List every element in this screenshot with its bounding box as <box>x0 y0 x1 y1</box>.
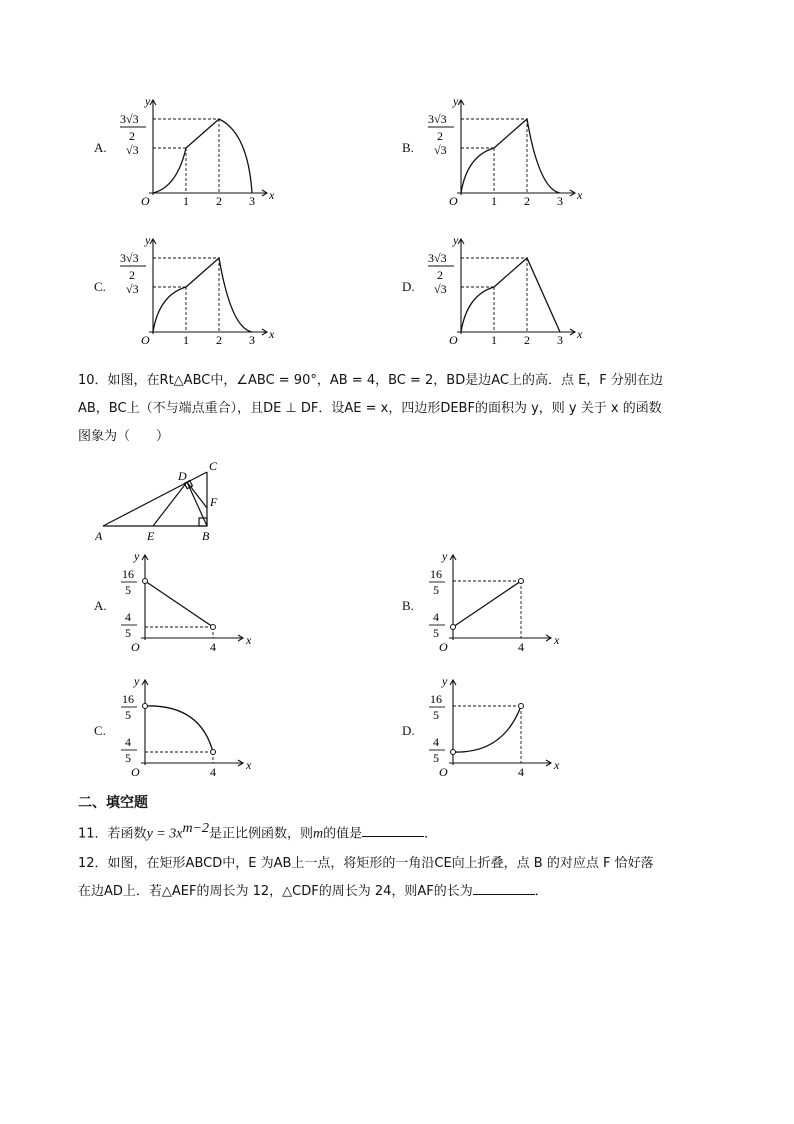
x-tick-2: 2 <box>216 333 222 347</box>
x-tick-4: 4 <box>518 640 524 654</box>
q9-guide-lines <box>153 119 219 193</box>
q9-curve-concave-up-arc <box>461 119 560 193</box>
q10-graph-axes <box>449 555 551 641</box>
q10-option-label[interactable]: D. <box>402 723 415 738</box>
y-tick-top-numerator: 16 <box>122 567 134 581</box>
label-f: F <box>210 495 218 509</box>
x-axis-label: x <box>554 758 560 772</box>
q11-exponent: m−2 <box>182 821 209 836</box>
x-tick-1: 1 <box>183 194 189 208</box>
q11-answer-blank[interactable] <box>362 822 424 837</box>
open-endpoint-start <box>451 625 456 630</box>
y-axis-label: y <box>453 234 459 247</box>
y-tick-top-numerator: 3√3 <box>120 112 139 126</box>
y-axis-label: y <box>134 675 140 688</box>
y-tick-top-numerator: 3√3 <box>428 112 447 126</box>
q10-curve-increasing-line <box>453 581 521 627</box>
q9-guide-lines <box>153 258 219 332</box>
q10-text <box>78 367 728 451</box>
x-tick-2: 2 <box>524 333 530 347</box>
q11-prefix: 若函数 <box>107 826 147 842</box>
q10-line2: AB，BC上（不与端点重合），且DE ⊥ DF．设AE = x，四边形DEBF的面积为 y，则 y 关于 x 的函数 <box>78 401 662 416</box>
open-endpoint-start <box>451 750 456 755</box>
q9-graph-3 <box>426 234 626 354</box>
q10-graph-2 <box>118 675 318 785</box>
x-axis-label: x <box>577 327 583 341</box>
y-tick-mid: √3 <box>126 282 139 296</box>
y-tick-top-denominator: 2 <box>129 268 135 282</box>
open-endpoint-end <box>519 704 524 709</box>
q12-end: ． <box>534 884 548 899</box>
q10-graph-3 <box>426 675 626 785</box>
origin-label: O <box>439 765 448 779</box>
y-tick-low-denominator: 5 <box>125 751 131 765</box>
y-axis-label: y <box>453 95 459 108</box>
q10-graph-axes <box>449 680 551 766</box>
q10-guide-lines <box>145 627 213 638</box>
x-tick-3: 3 <box>249 194 255 208</box>
y-tick-low-numerator: 4 <box>433 735 439 749</box>
q10-line1-text: 如图，在Rt△ABC中，∠ABC = 90°，AB = 4，BC = 2，BD是边AC上的高．点 E，F 分别在边 <box>107 373 663 388</box>
y-tick-top-denominator: 2 <box>437 129 443 143</box>
label-e: E <box>147 529 155 542</box>
y-tick-top-denominator: 5 <box>125 708 131 722</box>
q10-line3: 图象为（ ） <box>78 429 170 444</box>
q12-text <box>78 850 728 906</box>
origin-label: O <box>131 765 140 779</box>
origin-label: O <box>141 194 150 208</box>
y-tick-top-numerator: 16 <box>430 692 442 706</box>
x-tick-2: 2 <box>216 194 222 208</box>
x-axis-label: x <box>577 188 583 202</box>
open-endpoint-end <box>211 625 216 630</box>
label-a: A <box>95 529 103 542</box>
x-tick-1: 1 <box>491 333 497 347</box>
x-tick-4: 4 <box>210 765 216 779</box>
y-tick-low-numerator: 4 <box>433 610 439 624</box>
y-tick-mid: √3 <box>434 282 447 296</box>
y-tick-top-denominator: 2 <box>129 129 135 143</box>
x-tick-3: 3 <box>249 333 255 347</box>
y-axis-label: y <box>442 675 448 688</box>
q11-number: 11． <box>78 826 108 842</box>
y-tick-top-numerator: 16 <box>122 692 134 706</box>
q11-suffix: 是正比例函数，则 <box>209 826 314 842</box>
q10-graph-0 <box>118 550 318 660</box>
y-tick-top-numerator: 16 <box>430 567 442 581</box>
q10-option-label[interactable]: B. <box>402 598 414 613</box>
q10-option-label[interactable]: C. <box>94 723 106 738</box>
y-tick-low-denominator: 5 <box>125 626 131 640</box>
x-axis-label: x <box>554 633 560 647</box>
q9-curve-straight-line <box>461 258 560 332</box>
open-endpoint-start <box>143 704 148 709</box>
x-tick-4: 4 <box>210 640 216 654</box>
x-tick-2: 2 <box>524 194 530 208</box>
q9-option-label[interactable]: B. <box>402 140 414 155</box>
open-endpoint-end <box>211 750 216 755</box>
origin-label: O <box>131 640 140 654</box>
q10-guide-lines <box>453 581 521 638</box>
q9-guide-lines <box>461 258 527 332</box>
q12-line1 <box>78 850 728 878</box>
x-tick-1: 1 <box>183 333 189 347</box>
q12-line1-text: 如图，在矩形ABCD中，E 为AB上一点，将矩形的一角沿CE向上折叠，点 B 的对应点 F 恰好落 <box>107 856 654 871</box>
q10-number: 10． <box>78 373 108 388</box>
x-axis-label: x <box>246 633 252 647</box>
x-tick-4: 4 <box>518 765 524 779</box>
y-tick-top-numerator: 3√3 <box>428 251 447 265</box>
open-endpoint-start <box>143 579 148 584</box>
x-tick-1: 1 <box>491 194 497 208</box>
q10-guide-lines <box>145 752 213 763</box>
q9-guide-lines <box>461 119 527 193</box>
y-axis-label: y <box>145 234 151 247</box>
origin-label: O <box>439 640 448 654</box>
q9-graph-2 <box>118 234 318 354</box>
y-tick-top-denominator: 5 <box>433 708 439 722</box>
q10-curve-decreasing-line <box>145 581 213 627</box>
q12-line2-text: 在边AD上．若△AEF的周长为 12，△CDF的周长为 24，则AF的长为 <box>78 884 473 899</box>
x-axis-label: x <box>246 758 252 772</box>
y-tick-top-numerator: 3√3 <box>120 251 139 265</box>
q9-graph-axes <box>457 239 575 335</box>
q10-curve-decreasing-arc <box>145 706 213 752</box>
q9-graph-1 <box>426 95 626 215</box>
y-tick-top-denominator: 5 <box>125 583 131 597</box>
q9-graph-axes <box>149 239 267 335</box>
q10-triangle-figure <box>95 456 225 542</box>
x-tick-3: 3 <box>557 194 563 208</box>
y-tick-low-numerator: 4 <box>125 610 131 624</box>
y-tick-top-denominator: 2 <box>437 268 443 282</box>
q10-graph-axes <box>141 680 243 766</box>
q9-curve-concave-down-arc <box>153 119 252 193</box>
y-tick-mid: √3 <box>126 143 139 157</box>
q11-formula: y = 3x <box>146 826 183 842</box>
q10-curve-increasing-arc <box>453 706 521 752</box>
label-b: B <box>202 529 210 542</box>
q10-graph-1 <box>426 550 626 660</box>
q11-end: ． <box>424 826 438 842</box>
y-tick-low-numerator: 4 <box>125 735 131 749</box>
q10-graph-axes <box>141 555 243 641</box>
y-axis-label: y <box>442 550 448 563</box>
q9-graph-axes <box>457 100 575 196</box>
q9-option-label[interactable]: C. <box>94 279 106 294</box>
q11-suffix2: 的值是 <box>323 826 363 842</box>
q10-option-label[interactable]: A. <box>94 598 107 613</box>
y-axis-label: y <box>145 95 151 108</box>
label-c: C <box>209 459 218 473</box>
q10-line1 <box>78 367 728 395</box>
x-tick-3: 3 <box>557 333 563 347</box>
y-tick-low-denominator: 5 <box>433 626 439 640</box>
y-tick-top-denominator: 5 <box>433 583 439 597</box>
q10-guide-lines <box>453 706 521 763</box>
q9-graph-0 <box>118 95 318 215</box>
q12-line2 <box>78 878 728 906</box>
open-endpoint-end <box>519 579 524 584</box>
q9-curve-concave-up-arc <box>153 258 252 332</box>
y-tick-mid: √3 <box>434 143 447 157</box>
q9-option-label[interactable]: D. <box>402 279 415 294</box>
x-axis-label: x <box>269 188 275 202</box>
label-d: D <box>178 469 187 483</box>
q11-text <box>78 815 728 848</box>
q9-option-label[interactable]: A. <box>94 140 107 155</box>
q12-answer-blank[interactable] <box>473 880 535 895</box>
q11-var: m <box>313 826 324 842</box>
y-tick-low-denominator: 5 <box>433 751 439 765</box>
q12-number: 12． <box>78 856 108 871</box>
origin-label: O <box>449 333 458 347</box>
x-axis-label: x <box>269 327 275 341</box>
origin-label: O <box>141 333 150 347</box>
y-axis-label: y <box>134 550 140 563</box>
q9-graph-axes <box>149 100 267 196</box>
section-title: 二、填空题 <box>78 795 148 811</box>
segment-de <box>153 482 187 526</box>
origin-label: O <box>449 194 458 208</box>
segment-ac <box>103 472 207 526</box>
